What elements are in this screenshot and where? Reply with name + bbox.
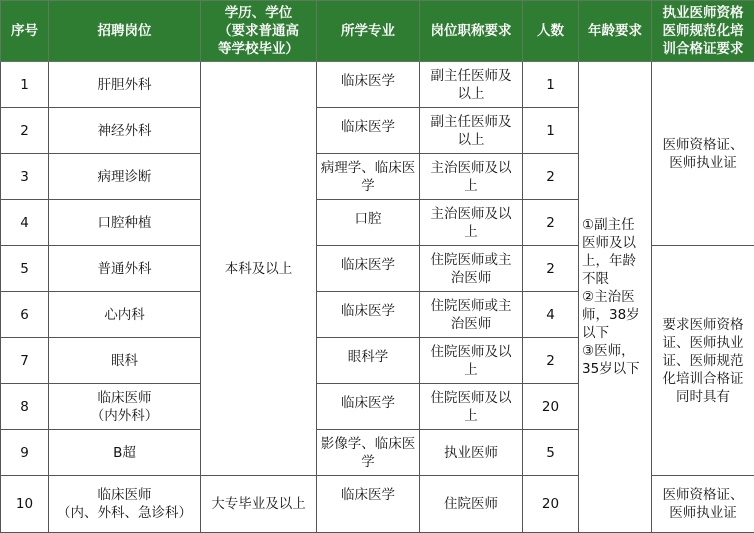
cell-count: 5 [523, 430, 579, 476]
cell-certificate-group-b: 要求医师资格证、医师执业证、医师规范化培训合格证同时具有 [652, 246, 754, 476]
header-title: 岗位职称要求 [420, 1, 523, 62]
cell-major: 临床医学 [317, 384, 420, 430]
cell-seq: 2 [1, 108, 49, 154]
header-education-line-1: 学历、学位 [204, 4, 313, 22]
cell-title [420, 338, 523, 384]
cell-title [420, 200, 523, 246]
cell-post-line-2: （内、外科、急诊科） [52, 504, 197, 522]
cell-certificate-group-c: 医师资格证、医师执业证 [652, 476, 754, 533]
age-line: 35岁以下 [582, 360, 648, 378]
header-certificate-line-2: 医师规范化培 [655, 22, 751, 40]
cell-post-line-2: （内外科） [52, 407, 197, 425]
cell-title-line-1: 住院医师或主 [423, 297, 519, 315]
cell-title-line-1: 主治医师及以 [423, 205, 519, 223]
cell-post [49, 384, 201, 430]
cell-post-line-1: 临床医师 [52, 389, 197, 407]
cell-post: B超 [49, 430, 201, 476]
cell-seq: 7 [1, 338, 49, 384]
header-certificate-line-3: 训合格证要求 [655, 40, 751, 58]
cell-seq: 4 [1, 200, 49, 246]
cell-post: 心内科 [49, 292, 201, 338]
cell-major: 临床医学 [317, 476, 420, 533]
cell-post: 口腔种植 [49, 200, 201, 246]
cell-count: 1 [523, 108, 579, 154]
cell-title [420, 108, 523, 154]
cell-major: 影像学、临床医学 [317, 430, 420, 476]
cell-title-line-2: 上 [423, 177, 519, 195]
header-education-line-2: （要求普通高 [204, 22, 313, 40]
cell-title-line-1: 副主任医师及 [423, 113, 519, 131]
cell-title [420, 292, 523, 338]
table-row [1, 62, 754, 108]
age-line: 师，38岁 [582, 306, 648, 324]
cell-seq: 8 [1, 384, 49, 430]
cell-title-line-2: 上 [423, 361, 519, 379]
header-post: 招聘岗位 [49, 1, 201, 62]
cell-major: 眼科学 [317, 338, 420, 384]
cell-count: 20 [523, 476, 579, 533]
header-age: 年龄要求 [579, 1, 652, 62]
cell-title-line-1: 住院医师及以 [423, 389, 519, 407]
cell-post: 神经外科 [49, 108, 201, 154]
cell-title-line-2: 以上 [423, 85, 519, 103]
cell-seq: 5 [1, 246, 49, 292]
cell-count: 20 [523, 384, 579, 430]
cell-post: 病理诊断 [49, 154, 201, 200]
cell-major: 病理学、临床医学 [317, 154, 420, 200]
cell-major: 临床医学 [317, 108, 420, 154]
cell-major: 临床医学 [317, 62, 420, 108]
age-line: ③医师， [582, 342, 648, 360]
age-line: 不限 [582, 270, 648, 288]
cell-title [420, 62, 523, 108]
cell-count: 2 [523, 154, 579, 200]
header-certificate-line-1: 执业医师资格 [655, 4, 751, 22]
cell-title [420, 154, 523, 200]
cell-title-line-2: 上 [423, 223, 519, 241]
cell-post-line-1: 临床医师 [52, 486, 197, 504]
cell-post: 眼科 [49, 338, 201, 384]
age-line: 上，年龄 [582, 252, 648, 270]
cell-count: 1 [523, 62, 579, 108]
cell-post: 肝胆外科 [49, 62, 201, 108]
cell-title [420, 384, 523, 430]
cell-title: 执业医师 [420, 430, 523, 476]
cell-certificate-group-a: 医师资格证、医师执业证 [652, 62, 754, 246]
cell-count: 4 [523, 292, 579, 338]
cell-title-line-1: 副主任医师及 [423, 67, 519, 85]
age-line: 医师及以 [582, 234, 648, 252]
cell-count: 2 [523, 200, 579, 246]
cell-title-line-2: 上 [423, 407, 519, 425]
cell-count: 2 [523, 246, 579, 292]
cell-title-line-1: 住院医师或主 [423, 251, 519, 269]
age-line: ②主治医 [582, 288, 648, 306]
cell-seq: 6 [1, 292, 49, 338]
header-count: 人数 [523, 1, 579, 62]
cell-seq: 1 [1, 62, 49, 108]
cell-seq: 3 [1, 154, 49, 200]
cell-title-line-2: 以上 [423, 131, 519, 149]
cell-age-merged [579, 62, 652, 533]
cell-title-line-2: 治医师 [423, 315, 519, 333]
header-certificate [652, 1, 754, 62]
cell-education-merged: 本科及以上 [201, 62, 317, 476]
cell-seq: 10 [1, 476, 49, 533]
cell-education-last: 大专毕业及以上 [201, 476, 317, 533]
cell-post: 普通外科 [49, 246, 201, 292]
age-line: 以下 [582, 324, 648, 342]
cell-title: 住院医师 [420, 476, 523, 533]
cell-count: 2 [523, 338, 579, 384]
cell-title [420, 246, 523, 292]
cell-major: 口腔 [317, 200, 420, 246]
cell-seq: 9 [1, 430, 49, 476]
header-seq: 序号 [1, 1, 49, 62]
cell-title-line-2: 治医师 [423, 269, 519, 287]
header-education [201, 1, 317, 62]
header-row [1, 1, 754, 62]
header-education-line-3: 等学校毕业） [204, 40, 313, 58]
cell-major: 临床医学 [317, 292, 420, 338]
header-major: 所学专业 [317, 1, 420, 62]
cell-title-line-1: 主治医师及以 [423, 159, 519, 177]
cell-major: 临床医学 [317, 246, 420, 292]
age-line: ①副主任 [582, 216, 648, 234]
cell-title-line-1: 住院医师及以 [423, 343, 519, 361]
cell-post [49, 476, 201, 533]
